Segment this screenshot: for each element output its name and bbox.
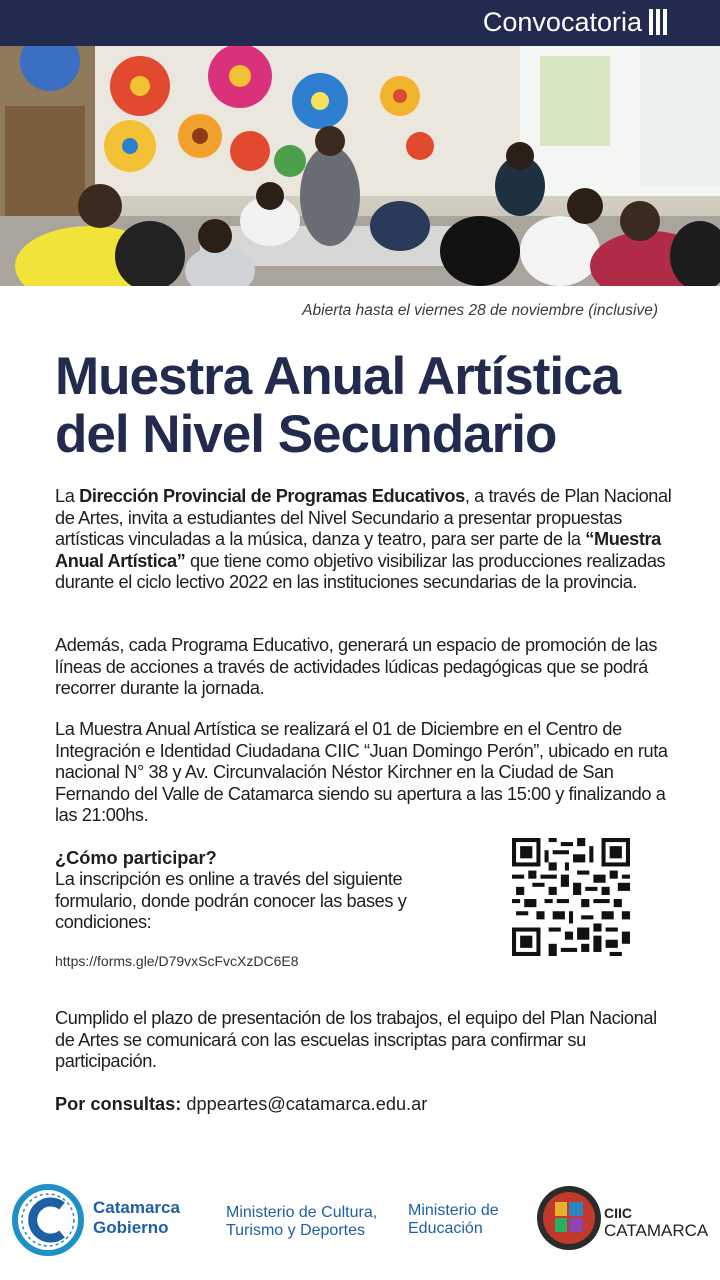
how-to-participate-text: La inscripción es online a través del siguiente formulario, donde podrán conocer las bases y condiciones: [55,869,407,932]
header-label: Convocatoria [482,7,642,37]
catamarca-gobierno-name: Catamarca Gobierno [93,1198,180,1237]
header-bar [0,0,720,46]
classroom-photo [0,46,720,286]
ministerio-educacion-logo: Ministerio de Educación [408,1202,499,1237]
ministerio-cultura-logo: Ministerio de Cultura, Turismo y Deportes [226,1204,378,1239]
title-line-1: Muestra Anual Artística [55,347,621,406]
catamarca-gobierno-logo-icon [12,1184,84,1256]
intro-paragraph: La Dirección Provincial de Programas Educativos, a través de Plan Nacional de Artes, invita a estudiantes del Nivel Secundario a presentar propuestas artísticas vinculadas a la música, danza y teatro, para ser parte de la “Muestra Anual Artística” que tiene como objetivo visibilizar las producciones realizadas durante el ciclo lectivo 2022 en las instituciones secundarias de la provincia. [55,486,672,592]
event-details-paragraph: La Muestra Anual Artística se realizará el 01 de Diciembre en el Centro de Integración e Identidad Ciudadana CIIC “Juan Domingo Perón”, ubicado en ruta nacional N° 38 y Av. Circunvalación Néstor Kirchner en la Ciudad de San Fernando del Valle de Catamarca siendo su apertura a las 15:00 y finalizando a las 21:00hs. [55,719,668,825]
form-link[interactable]: https://forms.gle/D79vxScFvcXzDC6E8 [55,953,299,969]
classroom-photo-illustration [0,46,720,286]
ciic-logo-icon [535,1184,603,1252]
contact-line [55,1094,427,1115]
org-name: Dirección Provincial de Programas Educativos [79,486,465,506]
promotion-paragraph: Además, cada Programa Educativo, generará un espacio de promoción de las líneas de acciones a través de actividades lúdicas pedagógicas que se podrá recorrer durante la jornada. [55,635,658,698]
contact-label: Por consultas: [55,1094,182,1114]
title-line-2: del Nivel Secundario [55,405,557,464]
deadline-text: Abierta hasta el viernes 28 de noviembre (inclusive) [302,302,658,319]
contact-email[interactable]: dppeartes@catamarca.edu.ar [186,1094,428,1114]
event-name: “Muestra Anual Artística” [55,529,661,571]
how-to-participate-heading: ¿Cómo participar? [55,848,217,868]
page-title [55,348,715,464]
closing-paragraph: Cumplido el plazo de presentación de los trabajos, el equipo del Plan Nacional de Artes se comunicará con las escuelas inscriptas para confirmar su participación. [55,1008,657,1071]
ciic-name: CIIC CATAMARCA [604,1205,709,1240]
bars-icon [649,9,667,35]
qr-code-icon[interactable] [512,838,630,956]
